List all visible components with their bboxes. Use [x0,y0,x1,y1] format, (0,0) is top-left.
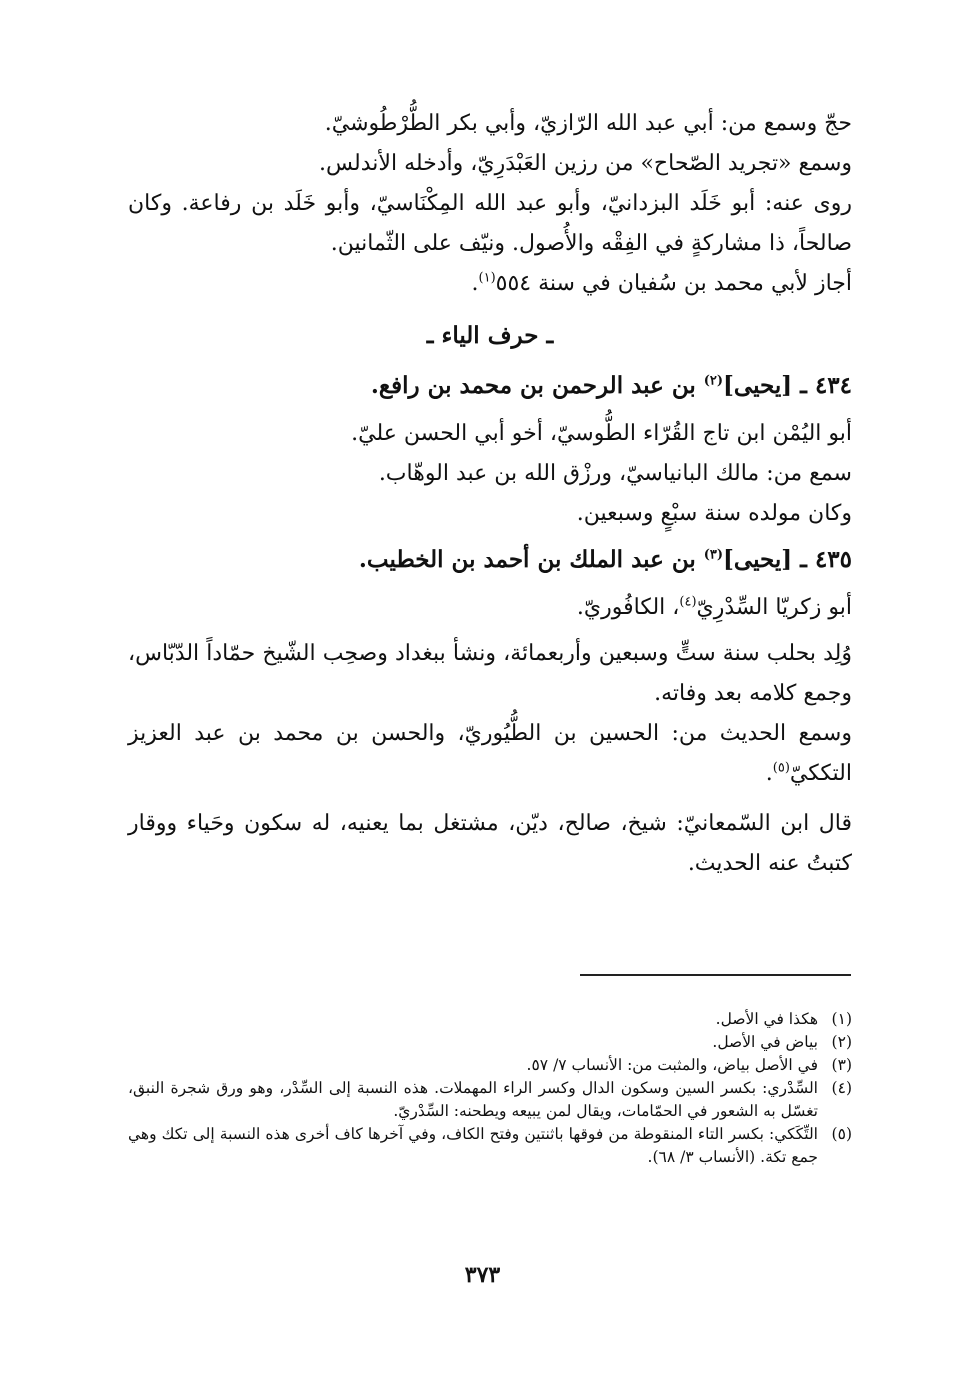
paragraph-samani: قال ابن السّمعانيّ: شيخ، صالح، ديّن، مشتغل بما يعنيه، له سكون وحَياء ووقار كتبتُ عنه الحديث. [128,811,852,876]
entry-title-435 [128,540,852,580]
footnote-ref[interactable]: (١) [478,270,496,286]
main-text [128,104,852,884]
entry-title-part: بن عبد الرحمن بن محمد بن رافع. [370,372,704,399]
footnote-ref[interactable]: (٣) [703,547,724,563]
paragraph-narrators: روى عنه: أبو خَلَد البزدانيّ، وأبو عبد الله المِكْنَاسيّ، وأبو خَلَد بن رفاعة. وكان صالحاً، ذا مشاركةٍ في الفِقْه والأُصول. ونيّف على الثّمانين. [128,191,852,256]
text-line: وسمع «تجريد الصّحاح» من رزين العَبْدَرِيّ، وأدخله الأندلس. [319,151,852,176]
footnote-number: (٢) [831,1033,852,1051]
footnote-text: السِّدْري: بكسر السين وسكون الدال وكسر الراء المهملات. هذه النسبة إلى السِّدْر، وهو ورق شجرة النبق، تغسّل به الشعور في الحمّامات، ويقال لمن يبيعه ويطحنه: السِّدْريّ. [128,1079,818,1120]
footnote-text: في الأصل بياض، والمثبت من: الأنساب ٧/ ٥٧. [526,1056,818,1074]
ijaza-text: أجاز لأبي محمد بن سُفيان في سنة ٥٥٤ [495,271,852,296]
footnote-text: هكذا في الأصل. [715,1010,818,1028]
section-heading: ـ حرف الياء ـ [426,322,554,349]
kunya-text: أبو زكريّا السِّدْرِيّ [696,595,852,620]
paragraph-hadith [128,714,852,794]
footnote-ref[interactable]: (٤) [679,594,697,610]
footnote-text: التِّكَكي: بكسر التاء المنقوطة من فوقها باثنتين وفتح الكاف، وفي آخرها كاف أخرى هذه النسبة إلى تكك وهي جمع تكة. (الأنساب ٣/ ٦٨). [128,1125,818,1166]
text-line: حجّ وسمع من: أبي عبد الله الرّازيّ، وأبي بكر الطُّرْطُوشيّ. [324,111,852,136]
footnote-item [128,1077,852,1123]
footnote-ref[interactable]: (٥) [772,760,790,776]
footnotes [128,1008,852,1169]
text-line: سمع من: مالك البانياسيّ، ورزْق الله بن عبد الوهّاب. [378,461,852,486]
footnote-item [128,1054,852,1077]
paragraph-birth: وُلِد بحلب سنة ستٍّ وسبعين وأربعمائة، ونشأ ببغداد وصحِب الشّيخ حمّاداً الدّبّاس، وجمع كلامه بعد وفاته. [128,641,852,706]
hadith-text: وسمع الحديث من: الحسين بن الطُّيُوريّ، والحسن بن محمد بن عبد العزيز التككيّ [128,721,852,786]
text-line: وكان مولده سنة سبْعٍ وسبعين. [576,501,852,526]
page-number: ٣٧٣ [464,1262,501,1288]
text-line: أبو اليُمْن ابن تاج القُرّاء الطُّوسيّ، أخو أبي الحسن عليّ. [351,421,852,446]
footnote-number: (٣) [831,1056,852,1074]
entry-title-part: ٤٣٤ ـ [يحيى] [723,372,852,399]
footnote-item [128,1031,852,1054]
ijaza-line: أجاز لأبي محمد بن سُفيان في سنة ٥٥٤$^{(١)}$. [471,270,852,296]
footnote-number: (٤) [831,1079,852,1097]
footnote-item [128,1008,852,1031]
footnote-item [128,1123,852,1169]
footnote-ref[interactable]: (٢) [703,373,724,389]
entry-title-434 [128,366,852,406]
footnote-number: (١) [831,1010,852,1028]
footnote-number: (٥) [831,1125,852,1143]
kunya-text: ، الكافُوريّ. [576,595,680,620]
hadith-text: . [765,761,773,786]
footnote-divider [580,974,851,976]
entry-title-part: ٤٣٥ ـ [يحيى] [723,546,852,573]
entry-title-part: بن عبد الملك بن أحمد بن الخطيب. [358,546,704,573]
footnote-text: بياض في الأصل. [712,1033,818,1051]
kunya-line [128,588,852,628]
